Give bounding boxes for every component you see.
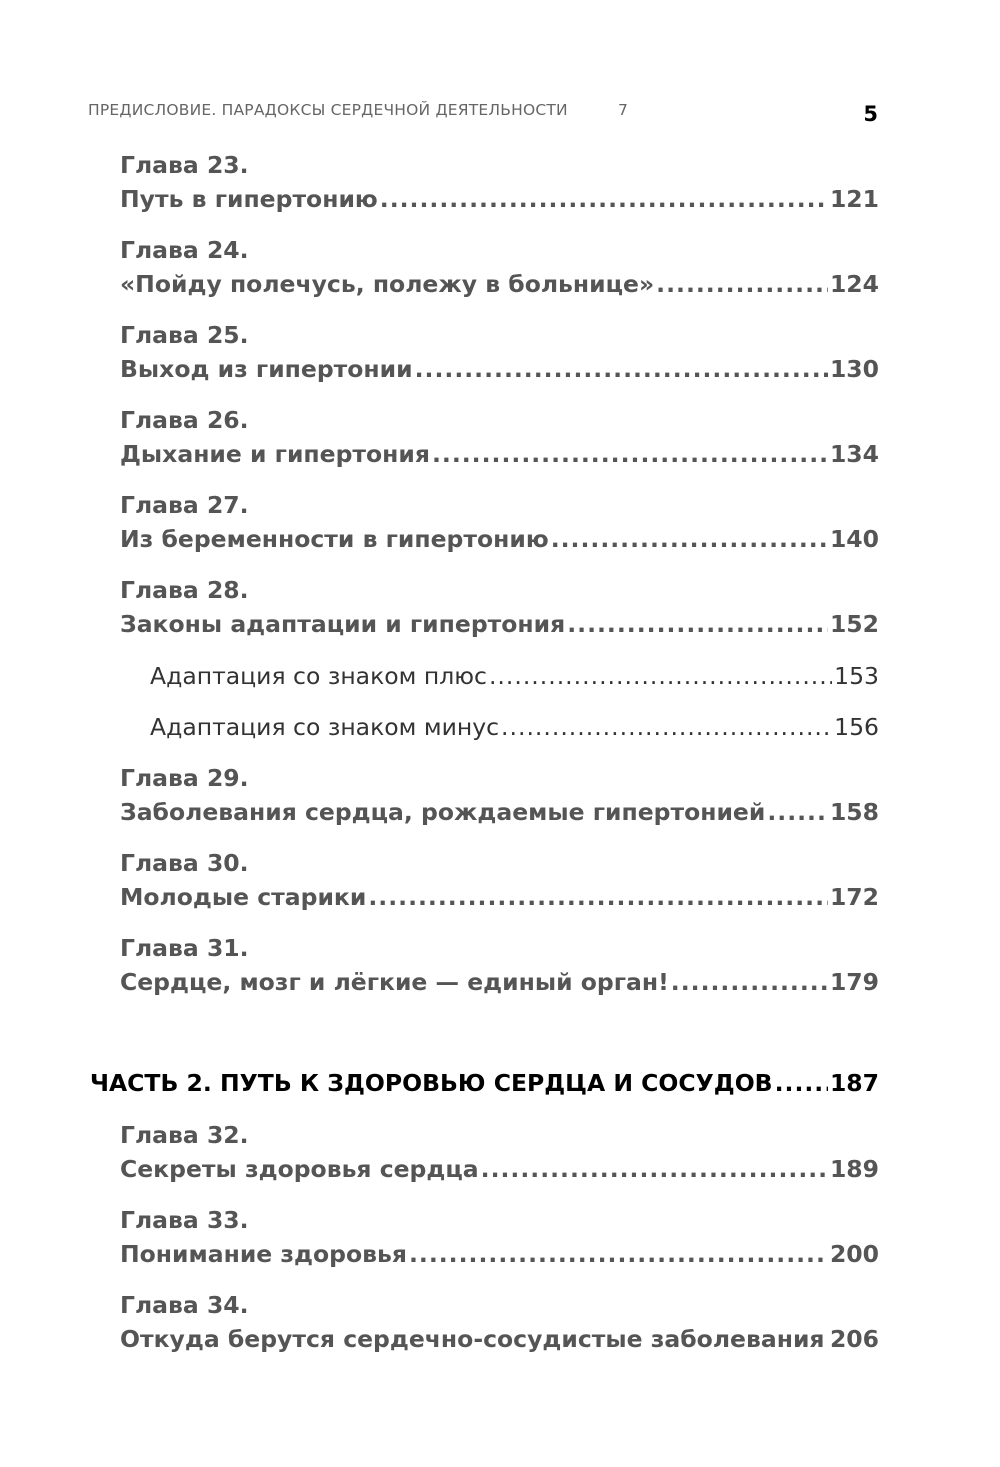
toc-entry-title: Заболевания сердца, рождаемые гипертонией bbox=[120, 798, 766, 826]
chapter-label: Глава 26. bbox=[120, 406, 249, 434]
toc-entry-page: 158 bbox=[829, 798, 879, 826]
toc-part-entry[interactable] bbox=[90, 1068, 879, 1098]
toc-entry[interactable] bbox=[120, 269, 879, 299]
chapter-label: Глава 34. bbox=[120, 1291, 249, 1319]
page-number: 5 bbox=[863, 102, 878, 126]
toc-entry-page: 172 bbox=[829, 883, 879, 911]
dot-leader bbox=[380, 184, 828, 214]
toc-entry-title: Путь в гипертонию bbox=[120, 185, 378, 213]
dot-leader bbox=[481, 1154, 828, 1184]
toc-entry-title: «Пойду полечусь, полежу в больнице» bbox=[120, 270, 655, 298]
toc-entry-page: 130 bbox=[829, 355, 879, 383]
toc-entry[interactable] bbox=[120, 609, 879, 639]
toc-entry-page: 121 bbox=[829, 185, 879, 213]
dot-leader bbox=[656, 269, 828, 299]
chapter-label: Глава 29. bbox=[120, 764, 249, 792]
chapter-label: Глава 27. bbox=[120, 491, 249, 519]
toc-subentry-title: Адаптация со знаком плюс bbox=[150, 662, 487, 690]
dot-leader bbox=[432, 439, 828, 469]
toc-entry-page: 189 bbox=[829, 1155, 879, 1183]
toc-entry[interactable] bbox=[120, 797, 879, 827]
toc-entry-title: Из беременности в гипертонию bbox=[120, 525, 549, 553]
dot-leader bbox=[415, 354, 828, 384]
toc-entry[interactable] bbox=[120, 439, 879, 469]
toc-entry-title: Понимание здоровья bbox=[120, 1240, 407, 1268]
chapter-label: Глава 32. bbox=[120, 1121, 249, 1149]
toc-entry-title: Выход из гипертонии bbox=[120, 355, 413, 383]
chapter-label: Глава 31. bbox=[120, 934, 249, 962]
toc-entry-page: 200 bbox=[829, 1240, 879, 1268]
toc-entry-title: Дыхание и гипертония bbox=[120, 440, 430, 468]
toc-entry[interactable] bbox=[120, 354, 879, 384]
toc-entry-title: Секреты здоровья сердца bbox=[120, 1155, 479, 1183]
dot-leader bbox=[827, 1324, 828, 1354]
dot-leader bbox=[368, 882, 828, 912]
running-header bbox=[88, 98, 878, 128]
toc-part-page: 187 bbox=[829, 1069, 879, 1097]
toc-entry[interactable] bbox=[120, 524, 879, 554]
chapter-label: Глава 33. bbox=[120, 1206, 249, 1234]
toc-entry-page: 206 bbox=[829, 1325, 879, 1353]
toc-subentry-title: Адаптация со знаком минус bbox=[150, 713, 500, 741]
chapter-label: Глава 24. bbox=[120, 236, 249, 264]
toc-subentry-page: 156 bbox=[834, 713, 879, 741]
toc-entry[interactable] bbox=[120, 1154, 879, 1184]
dot-leader bbox=[501, 712, 832, 742]
toc-entry-title: Молодые старики bbox=[120, 883, 367, 911]
toc-entry[interactable] bbox=[120, 184, 879, 214]
toc-entry-page: 124 bbox=[829, 270, 879, 298]
chapter-label: Глава 28. bbox=[120, 576, 249, 604]
toc-entry[interactable] bbox=[120, 1239, 879, 1269]
toc-entry[interactable] bbox=[120, 967, 879, 997]
toc-entry-page: 152 bbox=[829, 610, 879, 638]
running-header-section-number: 7 bbox=[618, 101, 628, 119]
toc-part-title: ЧАСТЬ 2. ПУТЬ К ЗДОРОВЬЮ СЕРДЦА И СОСУДОВ bbox=[90, 1069, 773, 1097]
dot-leader bbox=[489, 661, 832, 691]
toc-entry[interactable] bbox=[120, 882, 879, 912]
chapter-label: Глава 23. bbox=[120, 151, 249, 179]
toc-entry-title: Законы адаптации и гипертония bbox=[120, 610, 566, 638]
dot-leader bbox=[567, 609, 828, 639]
dot-leader bbox=[409, 1239, 828, 1269]
toc-subentry-page: 153 bbox=[834, 662, 879, 690]
toc-entry-title: Сердце, мозг и лёгкие — единый орган! bbox=[120, 968, 669, 996]
toc-subentry[interactable] bbox=[150, 712, 879, 742]
toc-entry[interactable] bbox=[120, 1324, 879, 1354]
toc-entry-page: 140 bbox=[829, 525, 879, 553]
running-header-title: ПРЕДИСЛОВИЕ. ПАРАДОКСЫ СЕРДЕЧНОЙ ДЕЯТЕЛЬНОСТИ bbox=[88, 101, 568, 119]
toc-entry-page: 179 bbox=[829, 968, 879, 996]
chapter-label: Глава 25. bbox=[120, 321, 249, 349]
chapter-label: Глава 30. bbox=[120, 849, 249, 877]
dot-leader bbox=[671, 967, 828, 997]
toc-subentry[interactable] bbox=[150, 661, 879, 691]
toc-entry-title: Откуда берутся сердечно-сосудистые заболевания bbox=[120, 1325, 825, 1353]
dot-leader bbox=[767, 797, 828, 827]
dot-leader bbox=[551, 524, 828, 554]
dot-leader bbox=[775, 1068, 828, 1098]
toc-entry-page: 134 bbox=[829, 440, 879, 468]
